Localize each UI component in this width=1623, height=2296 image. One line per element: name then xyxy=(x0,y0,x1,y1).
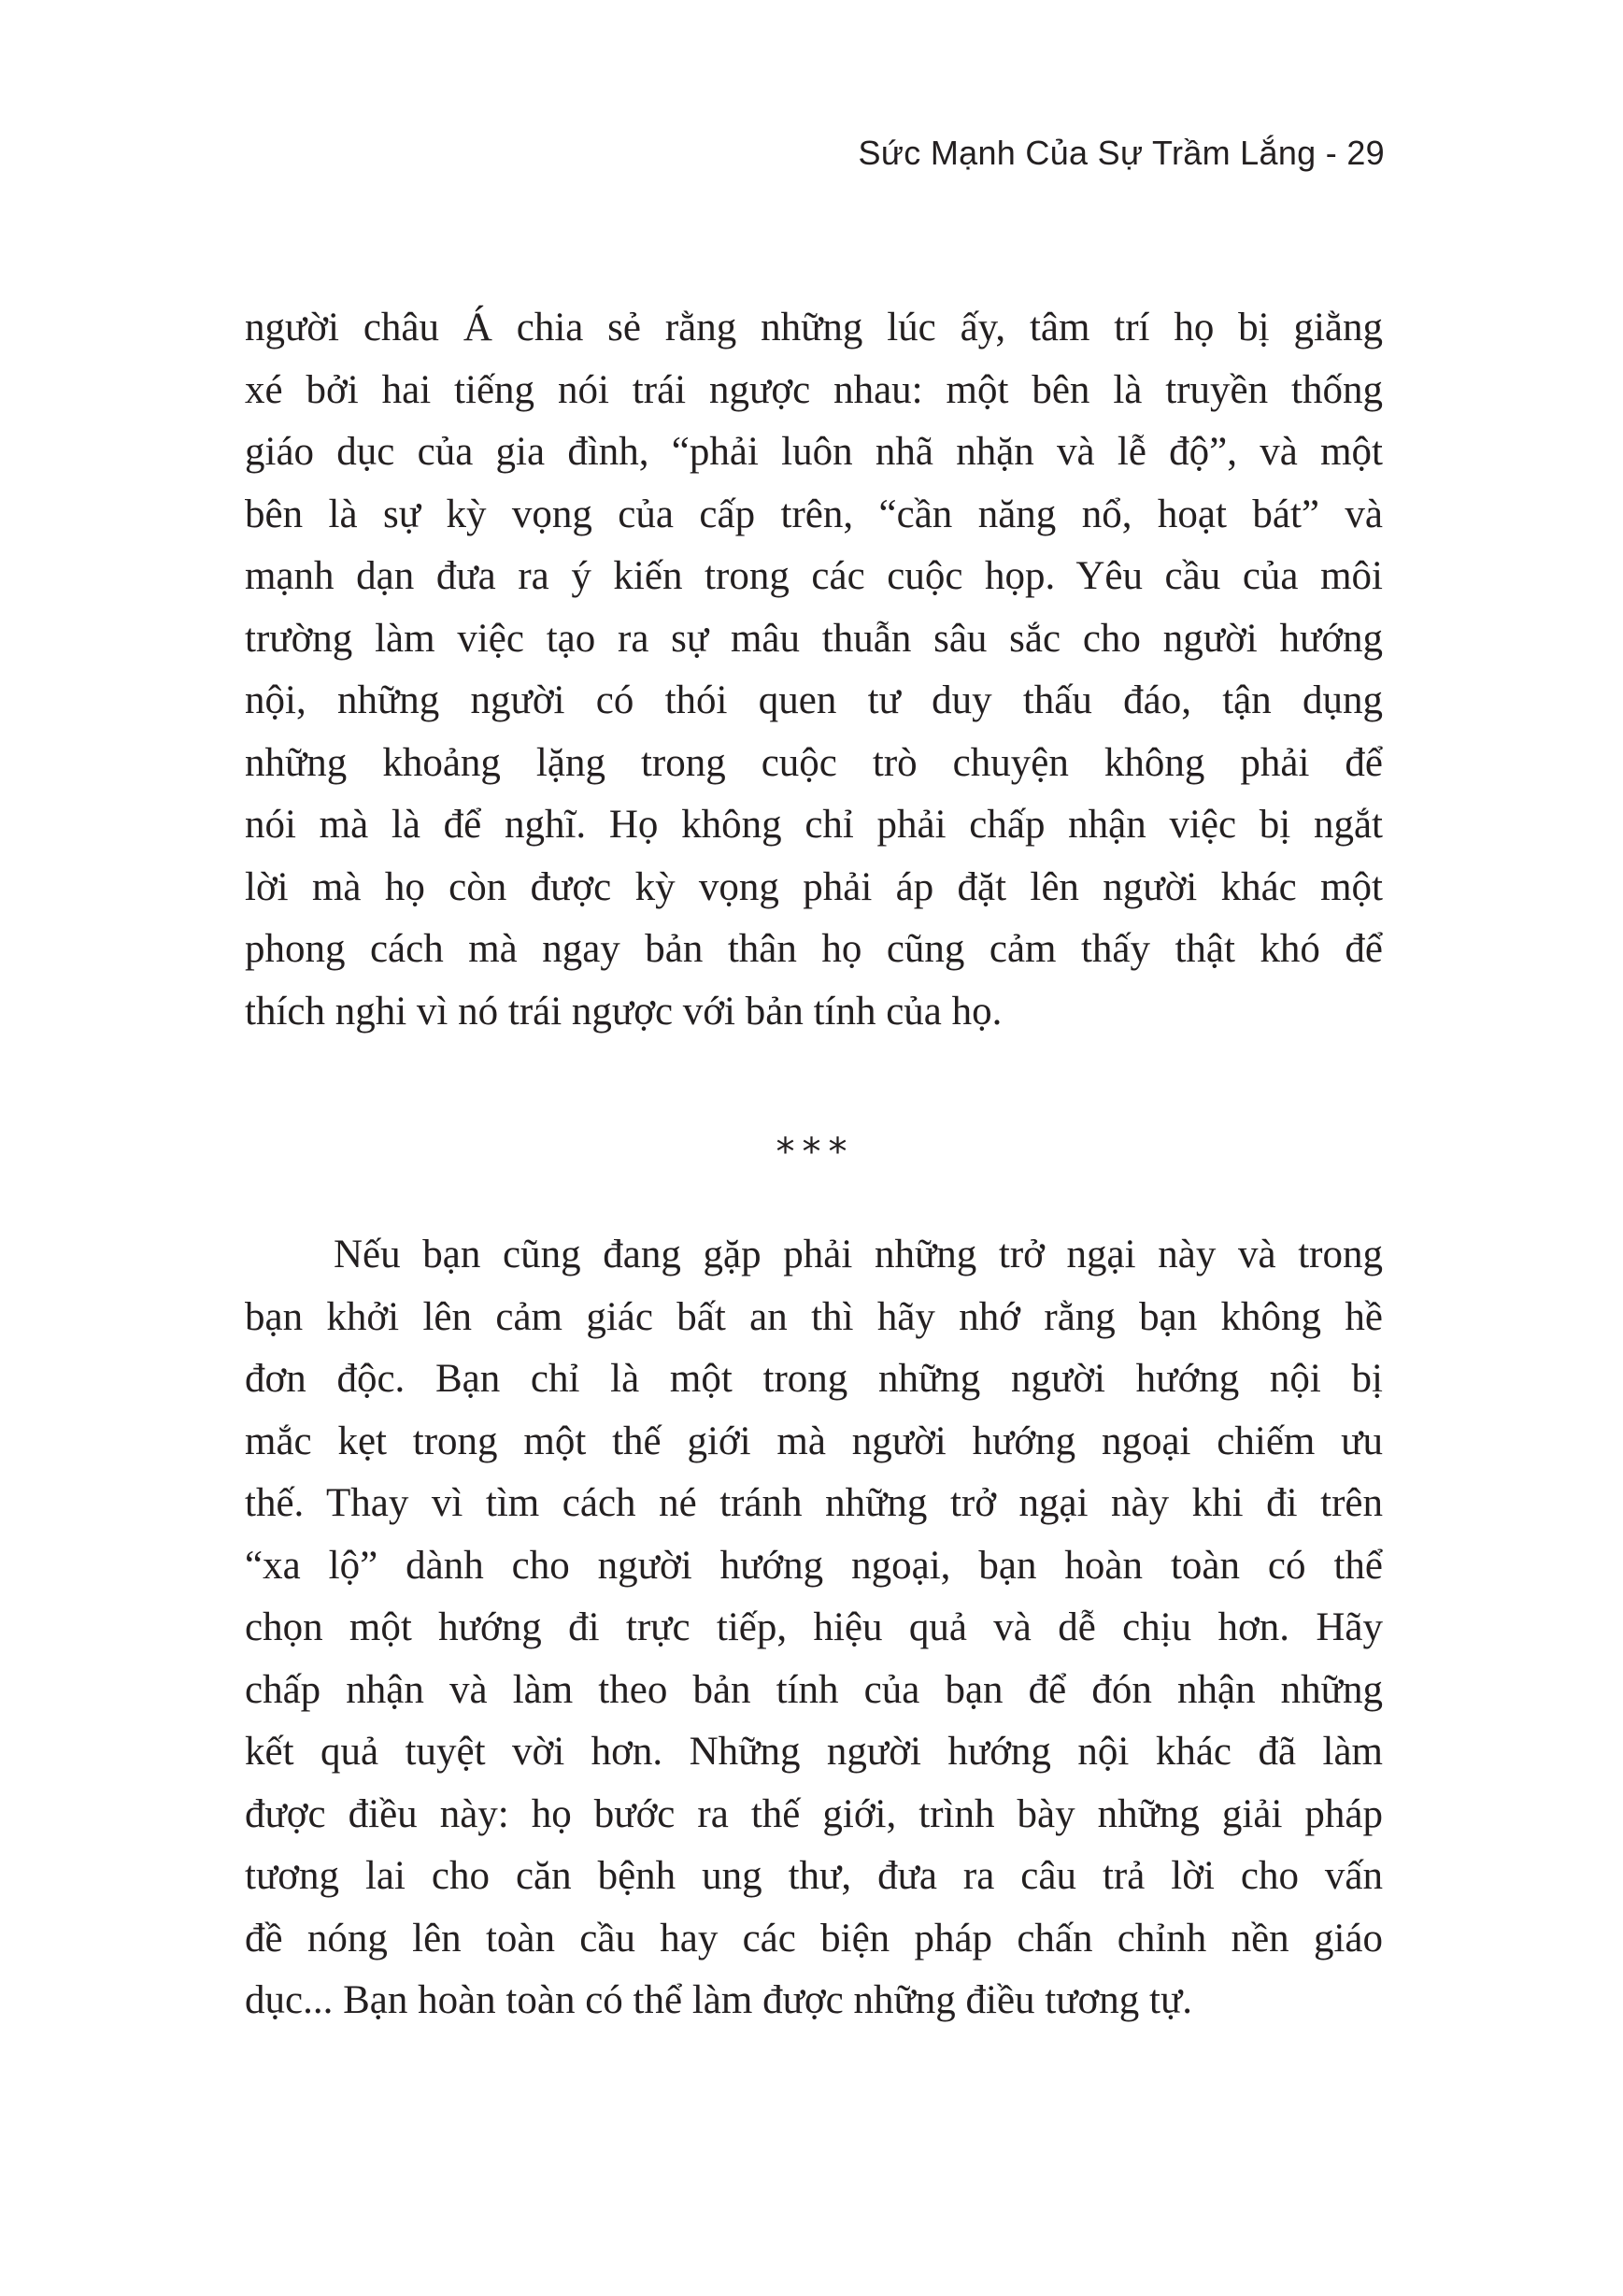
text-line: mắc kẹt trong một thế giới mà người hướng ngoại chiếm ưu xyxy=(245,1419,1383,1463)
paragraph-continued xyxy=(245,297,1383,1043)
text-line: những khoảng lặng trong cuộc trò chuyện không phải để xyxy=(245,740,1383,785)
paragraph-new xyxy=(245,1224,1383,2032)
text-line: Nếu bạn cũng đang gặp phải những trở ngại này và trong xyxy=(334,1233,1383,1276)
text-line: giáo dục của gia đình, “phải luôn nhã nhặn và lễ độ”, và một xyxy=(245,430,1383,474)
text-line: bạn khởi lên cảm giác bất an thì hãy nhớ rằng bạn không hề xyxy=(245,1294,1383,1339)
text-line: lời mà họ còn được kỳ vọng phải áp đặt lên người khác một xyxy=(245,864,1383,909)
text-line: nói mà là để nghĩ. Họ không chỉ phải chấp nhận việc bị ngắt xyxy=(245,803,1383,847)
text-line: đơn độc. Bạn chỉ là một trong những người hướng nội bị xyxy=(245,1357,1383,1401)
text-line: chấp nhận và làm theo bản tính của bạn để đón nhận những xyxy=(245,1667,1383,1712)
text-line: kết quả tuyệt vời hơn. Những người hướng nội khác đã làm xyxy=(245,1730,1383,1774)
text-line: thế. Thay vì tìm cách né tránh những trở ngại này khi đi trên xyxy=(245,1481,1383,1525)
text-line: mạnh dạn đưa ra ý kiến trong các cuộc họp. Yêu cầu của môi xyxy=(245,554,1383,598)
text-line: trường làm việc tạo ra sự mâu thuẫn sâu sắc cho người hướng xyxy=(245,616,1383,661)
text-line: người châu Á chia sẻ rằng những lúc ấy, tâm trí họ bị giằng xyxy=(245,306,1383,349)
text-line: tương lai cho căn bệnh ung thư, đưa ra câu trả lời cho vấn xyxy=(245,1854,1383,1898)
text-line: nội, những người có thói quen tư duy thấu đáo, tận dụng xyxy=(245,678,1383,722)
text-line: bên là sự kỳ vọng của cấp trên, “cần năng nổ, hoạt bát” và xyxy=(245,492,1383,536)
text-line: xé bởi hai tiếng nói trái ngược nhau: một bên là truyền thống xyxy=(245,367,1383,412)
text-line: chọn một hướng đi trực tiếp, hiệu quả và dễ chịu hơn. Hãy xyxy=(245,1605,1383,1649)
running-header: Sức Mạnh Của Sự Trầm Lắng - 29 xyxy=(858,134,1385,172)
text-line: dục... Bạn hoàn toàn có thể làm được những điều tương tự. xyxy=(245,1978,1193,2022)
section-separator: *** xyxy=(776,1131,855,1174)
text-line: đề nóng lên toàn cầu hay các biện pháp chấn chỉnh nền giáo xyxy=(245,1916,1383,1961)
text-line: thích nghi vì nó trái ngược với bản tính của họ. xyxy=(245,989,1003,1034)
text-line: phong cách mà ngay bản thân họ cũng cảm thấy thật khó để xyxy=(245,927,1383,971)
text-line: “xa lộ” dành cho người hướng ngoại, bạn hoàn toàn có thể xyxy=(245,1543,1383,1588)
text-line: được điều này: họ bước ra thế giới, trình bày những giải pháp xyxy=(245,1791,1383,1836)
